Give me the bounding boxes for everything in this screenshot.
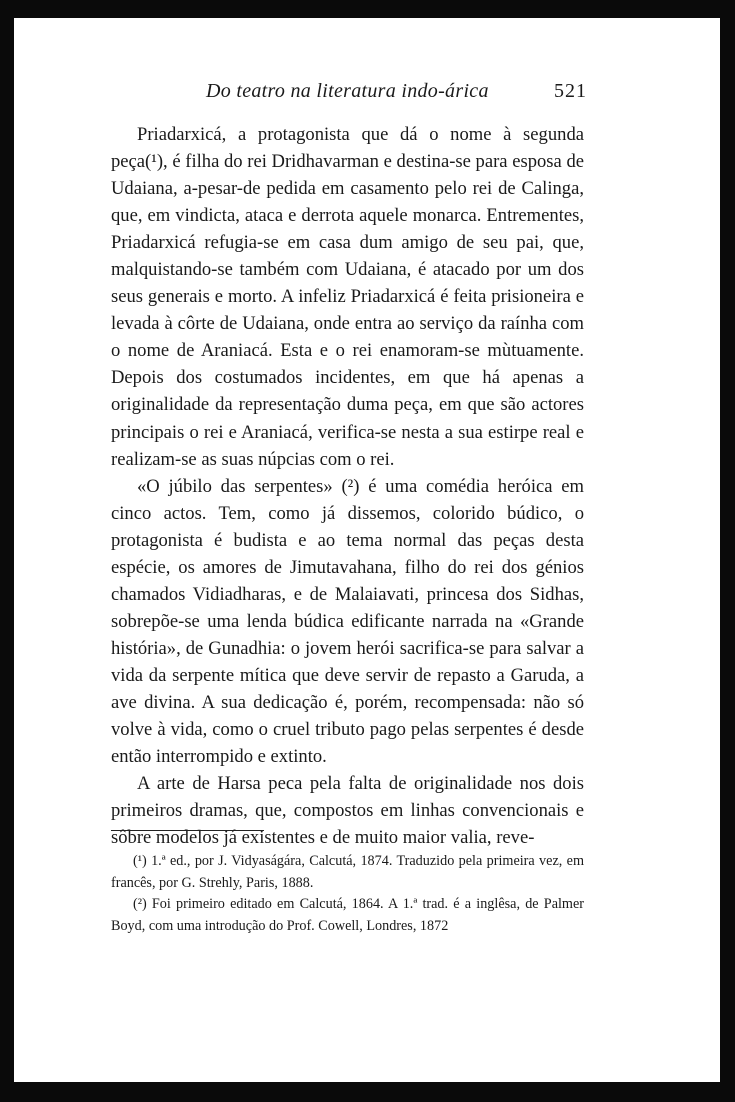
paragraph-jubilo-das-serpentes: «O júbilo das serpentes» (²) é uma comédia heróica em cinco actos. Tem, como já dissemos, colorido búdico, o protagonista é budista e ao tema normal das peças desta espécie, os amores de Jimutavahana, filho do rei dos génios chamados Vidiadharas, e de Malaiavati, princesa dos Sidhas, sobrepõe-se uma lenda búdica edificante narrada na «Grande história», de Gunadhia: o jovem herói sacrifica-se para salvar a vida da serpente mítica que deve servir de repasto a Garuda, a ave divina. A sua dedicação é, porém, recompensada: não só volve à vida, como o cruel tributo pago pelas serpentes é desde então interrompido e extinto. <box>111 475 584 768</box>
page-number: 521 <box>554 80 587 102</box>
running-head <box>14 80 720 110</box>
paragraph-priadarxica: Priadarxicá, a protagonista que dá o nome à segunda peça(¹), é filha do rei Dridhavarman e destina-se para esposa de Udaiana, a-pesar-de pedida em casamento pelo rei de Calinga, que, em vindicta, ataca e derrota aquele monarca. Entrementes, Priadarxicá refugia-se em casa dum amigo de seu pai, que, malquistando-se também com Udaiana, é atacado por um dos seus generais e morto. A infeliz Priadarxicá é feita prisioneira e levada à côrte de Udaiana, onde entra ao serviço da raínha com o nome de Araniacá. Esta e o rei enamoram-se mùtuamente. Depois dos costumados incidentes, em que há apenas a originalidade da representação duma peça, em que são actores principais o rei e Araniacá, verifica-se nesta a sua estirpe real e realizam-se as suas núpcias com o rei. <box>111 124 584 470</box>
running-title: Do teatro na literatura indo-árica <box>206 80 489 102</box>
footnote-rule <box>111 830 264 831</box>
body-text <box>111 121 584 851</box>
footnote-2: (²) Foi primeiro editado em Calcutá, 1864. A 1.ª trad. é a inglêsa, de Palmer Boyd, com uma introdução do Prof. Cowell, Londres, 1872 <box>111 896 584 934</box>
footnote-1: (¹) 1.ª ed., por J. Vidyaságára, Calcutá, 1874. Traduzido pela primeira vez, em francês, por G. Strehly, Paris, 1888. <box>111 853 584 891</box>
book-page <box>14 18 720 1082</box>
paragraph-arte-de-harsa: A arte de Harsa peca pela falta de originalidade nos dois primeiros dramas, que, compostos em linhas convencionais e sôbre modelos já existentes e de muito maior valia, reve- <box>111 773 584 849</box>
footnotes <box>111 851 584 937</box>
